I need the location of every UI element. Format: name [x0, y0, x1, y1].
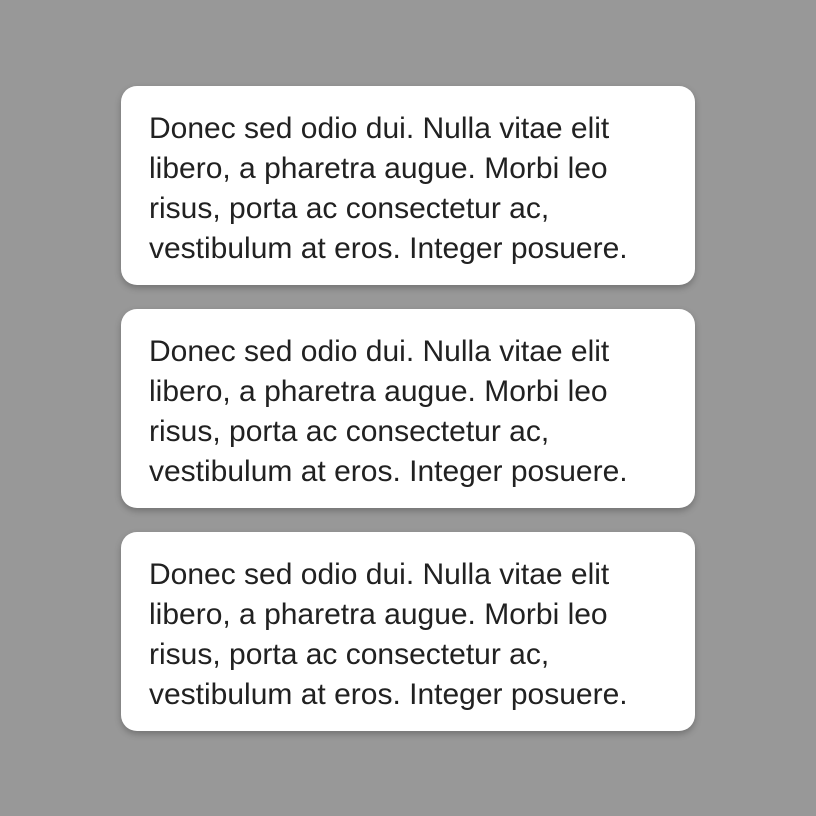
- card: [121, 86, 695, 285]
- card-text: Donec sed odio dui. Nulla vitae elit libero, a pharetra augue. Morbi leo risus, porta ac consectetur ac, vestibulum at eros. Integer posuere.: [149, 111, 628, 265]
- card-stack: [121, 86, 695, 731]
- card: [121, 532, 695, 731]
- card-text: Donec sed odio dui. Nulla vitae elit libero, a pharetra augue. Morbi leo risus, porta ac consectetur ac, vestibulum at eros. Integer posuere.: [149, 334, 628, 488]
- card: [121, 309, 695, 508]
- card-text: Donec sed odio dui. Nulla vitae elit libero, a pharetra augue. Morbi leo risus, porta ac consectetur ac, vestibulum at eros. Integer posuere.: [149, 557, 628, 711]
